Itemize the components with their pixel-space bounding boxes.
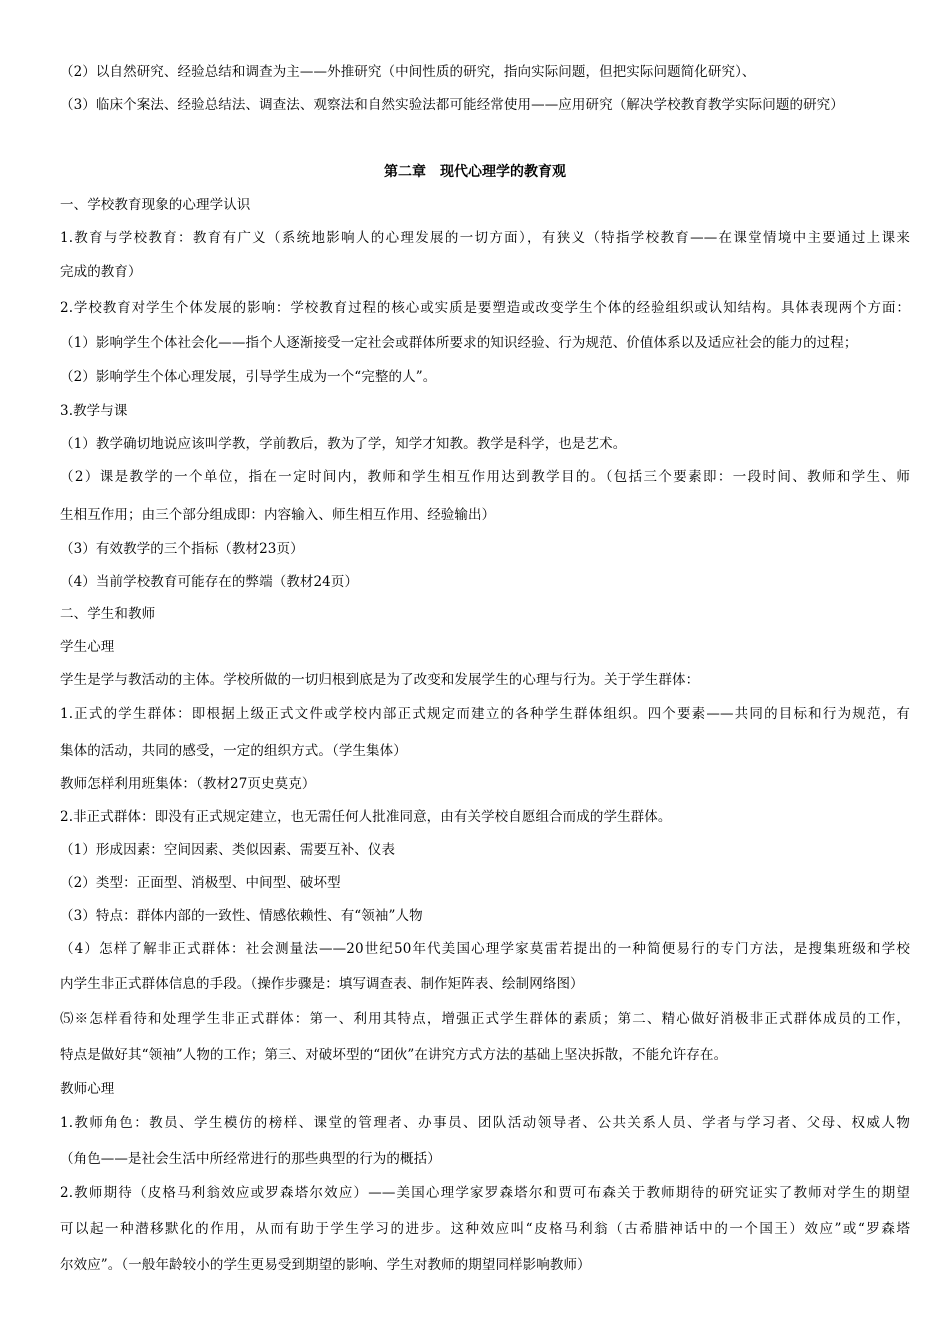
text-line: 学生是学与教活动的主体。学校所做的一切归根到底是为了改变和发展学生的心理与行为。关于学生群体： — [60, 672, 700, 688]
text-line: （2）类型：正面型、消极型、中间型、破坏型 — [60, 875, 341, 891]
text-line: （4）怎样了解非正式群体：社会测量法——20世纪50年代美国心理学家莫雷若提出的一种简便易行的专门方法，是搜集班级和学校 — [60, 941, 910, 957]
text-line: （1）形成因素：空间因素、类似因素、需要互补、仪表 — [60, 842, 396, 858]
text-line: 教师怎样利用班集体：（教材27页史莫克） — [60, 776, 316, 792]
text-line: 2.学校教育对学生个体发展的影响：学校教育过程的核心或实质是要塑造或改变学生个体的经验组织或认知结构。具体表现两个方面： — [60, 300, 910, 316]
text-line: （4）当前学校教育可能存在的弊端（教材24页） — [60, 574, 359, 590]
text-line: （1）影响学生个体社会化——指个人逐渐接受一定社会或群体所要求的知识经验、行为规范、价值体系以及适应社会的能力的过程； — [60, 335, 858, 351]
text-line: （角色——是社会生活中所经常进行的那些典型的行为的概括） — [60, 1151, 441, 1167]
text-line: 3.教学与课 — [60, 403, 128, 419]
text-line: （2）课是教学的一个单位，指在一定时间内，教师和学生相互作用达到教学目的。（包括三个要素即：一段时间、教师和学生、师 — [60, 469, 910, 485]
text-line: 2.教师期待（皮格马利翁效应或罗森塔尔效应）——美国心理学家罗森塔尔和贾可布森关于教师期待的研究证实了教师对学生的期望 — [60, 1185, 910, 1201]
text-line: 2.非正式群体：即没有正式规定建立，也无需任何人批准同意，由有关学校自愿组合而成的学生群体。 — [60, 809, 672, 825]
text-line: 尔效应”。（一般年龄较小的学生更易受到期望的影响、学生对教师的期望同样影响教师） — [60, 1257, 591, 1273]
text-line: （3）临床个案法、经验总结法、调查法、观察法和自然实验法都可能经常使用——应用研究（解决学校教育教学实际问题的研究） — [60, 97, 844, 113]
text-line: 可以起一种潜移默化的作用，从而有助于学生学习的进步。这种效应叫“皮格马利翁（古希腊神话中的一个国王）效应”或“罗森塔 — [60, 1221, 910, 1237]
text-line: 1.教师角色：教员、学生模仿的榜样、课堂的管理者、办事员、团队活动领导者、公共关系人员、学者与学习者、父母、权威人物 — [60, 1115, 910, 1131]
text-line: （3）特点：群体内部的一致性、情感依赖性、有“领袖”人物 — [60, 908, 423, 924]
text-line: ⑸※怎样看待和处理学生非正式群体：第一、利用其特点，增强正式学生群体的素质；第二、精心做好消极非正式群体成员的工作， — [60, 1011, 910, 1027]
chapter-title: 第二章 现代心理学的教育观 — [384, 164, 566, 180]
text-line: 内学生非正式群体信息的手段。（操作步骤是：填写调查表、制作矩阵表、绘制网络图） — [60, 976, 584, 992]
text-line: 1.教育与学校教育：教育有广义（系统地影响人的心理发展的一切方面），有狭义（特指学校教育——在课堂情境中主要通过上课来 — [60, 230, 910, 246]
text-line: 特点是做好其“领袖”人物的工作；第三、对破坏型的“团伙”在讲究方式方法的基础上坚决拆散，不能允许存在。 — [60, 1047, 728, 1063]
section-heading: 一、学校教育现象的心理学认识 — [60, 197, 251, 213]
section-heading: 二、学生和教师 — [60, 606, 156, 622]
text-line: 1.正式的学生群体：即根据上级正式文件或学校内部正式规定而建立的各种学生群体组织。四个要素——共同的目标和行为规范，有 — [60, 706, 910, 722]
subsection-heading: 学生心理 — [60, 639, 115, 655]
text-line: （3）有效教学的三个指标（教材23页） — [60, 541, 304, 557]
text-line: 集体的活动，共同的感受，一定的组织方式。（学生集体） — [60, 743, 407, 759]
text-line: （2）影响学生个体心理发展，引导学生成为一个“完整的人”。 — [60, 369, 437, 385]
text-line: 生相互作用；由三个部分组成即：内容输入、师生相互作用、经验输出） — [60, 507, 496, 523]
subsection-heading: 教师心理 — [60, 1081, 115, 1097]
text-line: 完成的教育） — [60, 264, 142, 280]
text-line: （2）以自然研究、经验总结和调查为主——外推研究（中间性质的研究，指向实际问题，但把实际问题简化研究）、 — [60, 64, 756, 80]
text-line: （1）教学确切地说应该叫学教，学前教后，教为了学，知学才知教。教学是科学，也是艺术。 — [60, 436, 627, 452]
